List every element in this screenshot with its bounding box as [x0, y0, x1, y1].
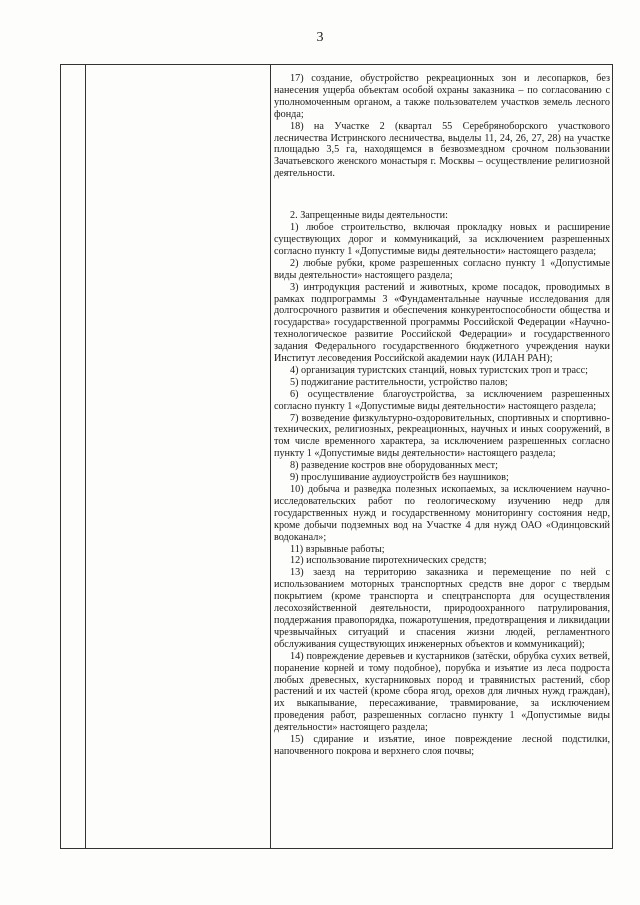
page-number: 3 [316, 30, 324, 45]
paragraph-prohibited-4: 4) организация туристских станций, новых туристских троп и трасс; [290, 364, 588, 376]
section-heading-prohibited: 2. Запрещенные виды деятельности: [290, 210, 448, 222]
paragraph-prohibited-14: 14) повреждение деревьев и кустарников (затёски, обрубка сухих ветвей, поранение корней и тому подобное), порубка и изъятие из леса подроста любых древесных, кустарниковых пород и травянистых растений, сбор растений и их частей (кроме сбора ягод, орехов для личных нужд граждан), их выкапывание, пересаживание, травмирование, за исключением проведения работ, разрешенных согласно пункту 1 «Допустимые виды деятельности» настоящего раздела; [274, 650, 610, 734]
paragraph-prohibited-8: 8) разведение костров вне оборудованных мест; [290, 460, 498, 472]
paragraph-prohibited-2: 2) любые рубки, кроме разрешенных согласно пункту 1 «Допустимые виды деятельности» настоящего раздела; [274, 257, 610, 281]
paragraph-prohibited-6: 6) осуществление благоустройства, за исключением разрешенных согласно пункту 1 «Допустимые виды деятельности» настоящего раздела; [274, 388, 610, 412]
paragraph-prohibited-10: 10) добыча и разведка полезных ископаемых, за исключением научно-исследовательских работ по геологическому изучению недр для государственных нужд и государственному мониторингу состояния недр, кроме добычи подземных вод на Участке 4 для нужд ОАО «Одинцовский водоканал»; [274, 484, 610, 543]
paragraph-prohibited-1: 1) любое строительство, включая прокладку новых и расширение существующих дорог и коммуникаций, за исключением разрешенных согласно пункту 1 «Допустимые виды деятельности» настоящего раздела; [274, 222, 610, 257]
table-content-cell [274, 73, 610, 758]
paragraph-permitted-18: 18) на Участке 2 (квартал 55 Серебряноборского участкового лесничества Истринского лесничества, выделы 11, 24, 26, 27, 28) на участке площадью 3,5 га, находящемся в безвозмездном срочном пользовании Зачатьевского женского монастыря г. Москвы – осуществление религиозной деятельности. [274, 120, 610, 180]
paragraph-prohibited-12: 12) использование пиротехнических средств; [290, 555, 487, 567]
document-table [60, 64, 613, 849]
paragraph-prohibited-15: 15) сдирание и изъятие, иное повреждение лесной подстилки, напочвенного покрова и верхнего слоя почвы; [274, 734, 610, 757]
paragraph-prohibited-13: 13) заезд на территорию заказника и перемещение по ней с использованием моторных транспортных средств вне дорог с твердым покрытием (кроме транспорта и спецтранспорта для осуществления лесохозяйственной деятельности, природоохранного патрулирования, поддержания правопорядка, пожаротушения, предотвращения и ликвидации чрезвычайных ситуаций и спасения жизни людей, регламентного обслуживания существующих инженерных объектов и коммуникаций); [274, 567, 610, 650]
paragraph-prohibited-9: 9) прослушивание аудиоустройств без наушников; [290, 472, 509, 484]
paragraph-prohibited-11: 11) взрывные работы; [290, 543, 385, 555]
paragraph-prohibited-7: 7) возведение физкультурно-оздоровительных, спортивных и спортивно-технических, религиозных, рекреационных, научных и иных сооружений, в том числе временного характера, за исключением разрешенных согласно пункту 1 «Допустимые виды деятельности» настоящего раздела; [274, 412, 610, 460]
table-column-divider [85, 65, 86, 848]
paragraph-prohibited-5: 5) поджигание растительности, устройство палов; [290, 376, 508, 388]
paragraph-prohibited-3: 3) интродукция растений и животных, кроме посадок, проводимых в рамках подпрограммы 3 «Фундаментальные научные исследования для долгосрочного развития и обеспечения конкурентоспособности общества и государства» государственной программы Российской Федерации «Научно-технологическое развитие Российской Федерации» и государственного задания Федерального государственного бюджетного учреждения науки Институт лесоведения Российской академии наук (ИЛАН РАН); [274, 281, 610, 365]
table-column-divider [270, 65, 271, 848]
paragraph-permitted-17: 17) создание, обустройство рекреационных зон и лесопарков, без нанесения ущерба объектам особой охраны заказника – по согласованию с уполномоченным органом, а также пользователем участков земель лесного фонда; [274, 73, 610, 120]
